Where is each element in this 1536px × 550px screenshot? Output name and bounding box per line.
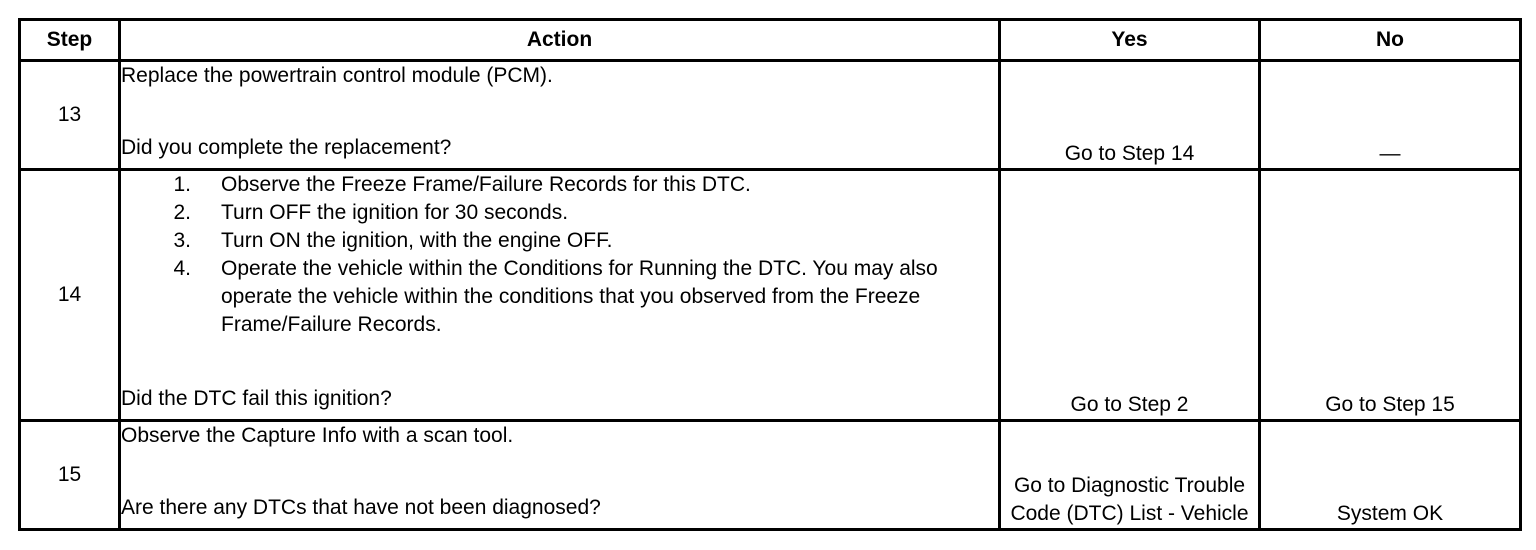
action-cell (120, 61, 1000, 170)
list-item-number: 1. (173, 173, 191, 196)
action-instruction: Replace the powertrain control module (PCM). (121, 64, 553, 87)
header-no: No (1260, 20, 1521, 61)
table-header-row (20, 20, 1521, 61)
no-result: Go to Step 15 (1260, 170, 1521, 421)
list-item-text: Turn ON the ignition, with the engine OFF. (221, 229, 613, 252)
list-item-number: 3. (173, 229, 191, 252)
table-row (20, 421, 1521, 530)
no-result: System OK (1260, 421, 1521, 530)
action-question: Did you complete the replacement? (121, 136, 452, 159)
yes-result: Go to Step 14 (1000, 61, 1260, 170)
table-row (20, 61, 1521, 170)
action-instruction: Observe the Capture Info with a scan tool. (121, 424, 514, 447)
step-number: 13 (20, 61, 120, 170)
yes-result: Go to Diagnostic Trouble Code (DTC) List - Vehicle (1000, 421, 1260, 530)
list-item (121, 255, 998, 339)
action-cell (120, 170, 1000, 421)
list-item (121, 227, 998, 255)
list-item-number: 4. (173, 257, 191, 280)
list-item (121, 171, 998, 199)
list-item-text: Observe the Freeze Frame/Failure Records for this DTC. (221, 173, 751, 196)
list-item-text: Operate the vehicle within the Conditions for Running the DTC. You may also operate the vehicle within the conditions that you observed from the Freeze Frame/Failure Records. (221, 257, 938, 336)
list-item-text: Turn OFF the ignition for 30 seconds. (221, 201, 569, 224)
diagnostic-step-table (18, 18, 1522, 531)
action-step-list (121, 171, 998, 339)
list-item (121, 199, 998, 227)
header-action: Action (120, 20, 1000, 61)
header-step: Step (20, 20, 120, 61)
action-question: Are there any DTCs that have not been diagnosed? (121, 496, 601, 519)
action-cell (120, 421, 1000, 530)
step-number: 14 (20, 170, 120, 421)
no-result: — (1260, 61, 1521, 170)
step-number: 15 (20, 421, 120, 530)
yes-result: Go to Step 2 (1000, 170, 1260, 421)
list-item-number: 2. (173, 201, 191, 224)
table-row (20, 170, 1521, 421)
action-question: Did the DTC fail this ignition? (121, 387, 392, 410)
header-yes: Yes (1000, 20, 1260, 61)
